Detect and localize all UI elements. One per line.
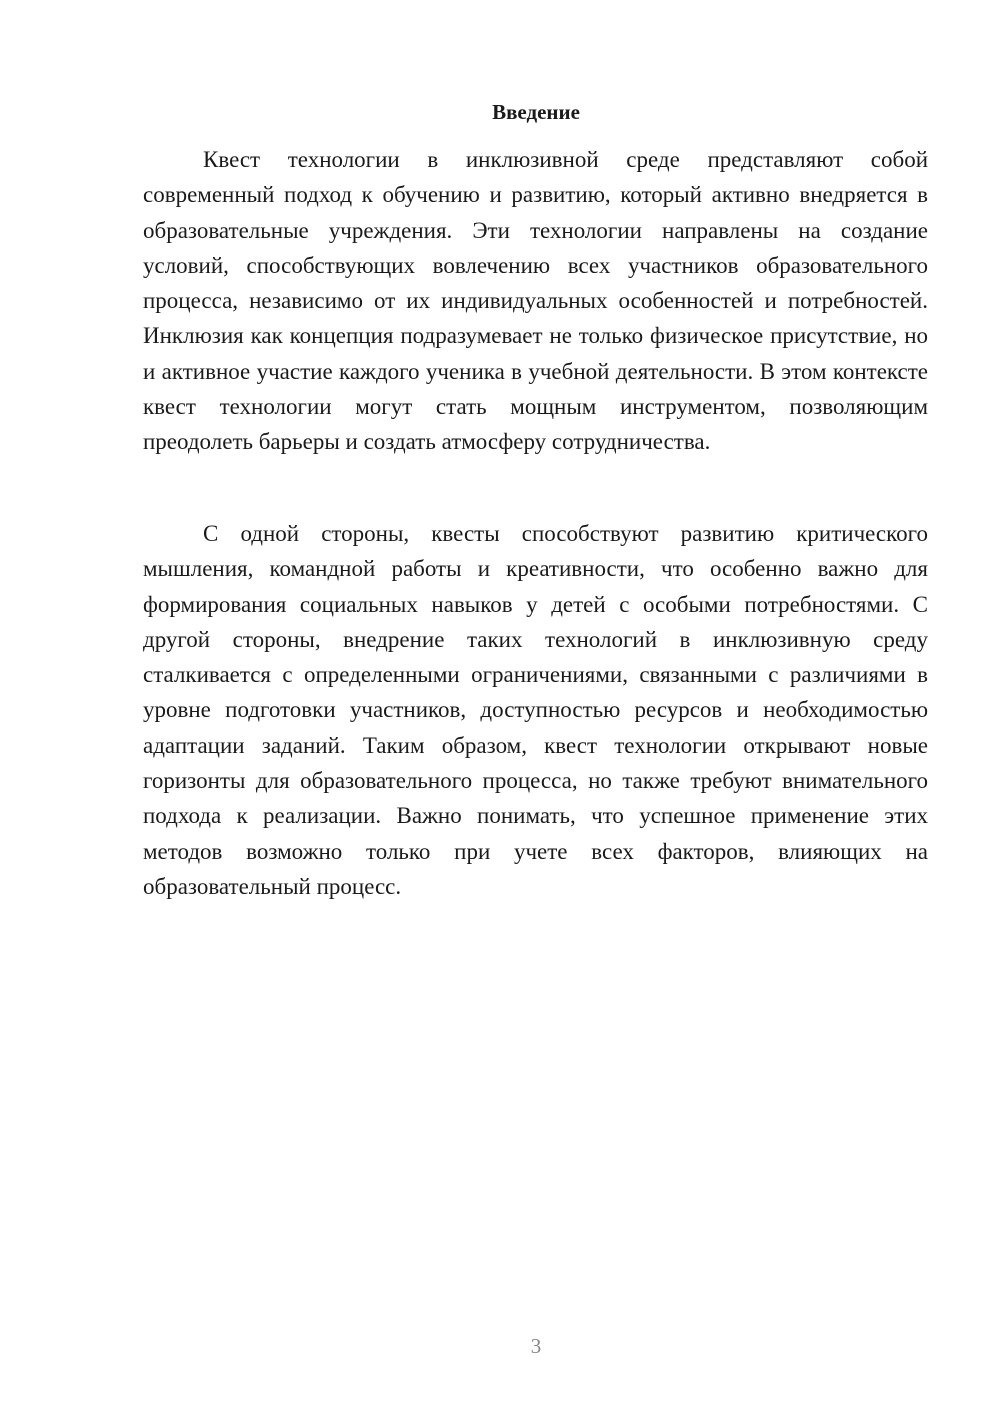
paragraph-1: Квест технологии в инклюзивной среде представляют собой современный подход к обучению и развитию, который активно внедряется в образовательные учреждения. Эти технологии направлены на создание условий, способствующих вовлечению всех участников образовательного процесса, независимо от их индивидуальных особенностей и потребностей. Инклюзия как концепция подразумевает не только физическое присутствие, но и активное участие каждого ученика в учебной деятельности. В этом контексте квест технологии могут стать мощным инструментом, позволяющим преодолеть барьеры и создать атмосферу сотрудничества.: [143, 147, 928, 455]
page-number: 3: [530, 1334, 542, 1358]
section-title: Введение: [492, 100, 580, 124]
paragraph-2: С одной стороны, квесты способствуют развитию критического мышления, командной работы и креативности, что особенно важно для формирования социальных навыков у детей с особыми потребностями. С другой стороны, внедрение таких технологий в инклюзивную среду сталкивается с определенными ограничениями, связанными с различиями в уровне подготовки участников, доступностью ресурсов и необходимостью адаптации заданий. Таким образом, квест технологии открывают новые горизонты для образовательного процесса, но также требуют внимательного подхода к реализации. Важно понимать, что успешное применение этих методов возможно только при учете всех факторов, влияющих на образовательный процесс.: [143, 521, 928, 899]
